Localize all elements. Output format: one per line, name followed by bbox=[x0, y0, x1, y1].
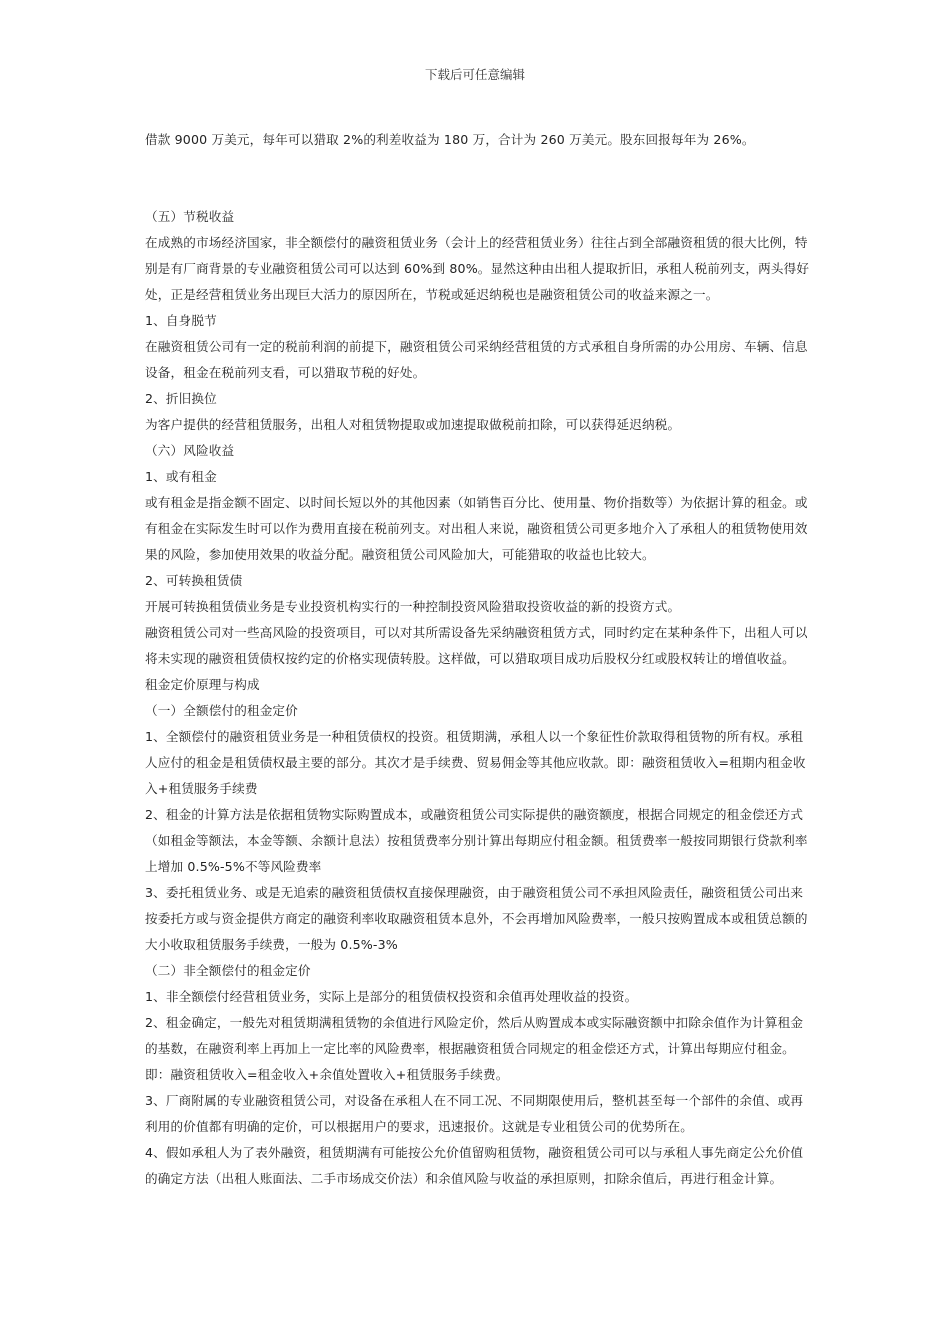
paragraph: 3、厂商附属的专业融资租赁公司，对设备在承租人在不同工况、不同期限使用后，整机甚至每一个部件的余值、或再利用的价值都有明确的定价，可以根据用户的要求，迅速报价。这就是专业租赁公司的优势所在。 bbox=[145, 1093, 804, 1134]
paragraph: 或有租金是指金额不固定、以时间长短以外的其他因素（如销售百分比、使用量、物价指数等）为依据计算的租金。或有租金在实际发生时可以作为费用直接在税前列支。对出租人来说，融资租赁公司更多地介入了承租人的租赁物使用效果的风险，参加使用效果的收益分配。融资租赁公司风险加大，可能猎取的收益也比较大。 bbox=[145, 495, 808, 562]
subheading: 1、自身脱节 bbox=[145, 313, 217, 328]
paragraph: 在成熟的市场经济国家，非全额偿付的融资租赁业务（会计上的经营租赁业务）往往占到全部融资租赁的很大比例，特别是有厂商背景的专业融资租赁公司可以达到 60%到 80%。显然这种由出租人提取折旧，承租人税前列支，两头得好处，正是经营租赁业务出现巨大活力的原因所在，节税或延迟纳税也是融资租赁公司的收益来源之一。 bbox=[145, 235, 810, 302]
subheading: 2、可转换租赁债 bbox=[145, 573, 243, 588]
section-gap bbox=[145, 153, 813, 204]
section-heading-risk-income: （六）风险收益 bbox=[145, 443, 235, 458]
section-heading-rent-pricing: 租金定价原理与构成 bbox=[145, 677, 260, 692]
subheading: 1、或有租金 bbox=[145, 469, 217, 484]
paragraph: 2、租金确定，一般先对租赁期满租赁物的余值进行风险定价，然后从购置成本或实际融资额中扣除余值作为计算租金的基数，在融资利率上再加上一定比率的风险费率，根据融资租赁合同规定的租金偿还方式，计算出每期应付租金。即：融资租赁收入=租金收入+余值处置收入+租赁服务手续费。 bbox=[145, 1015, 804, 1082]
subheading: （一）全额偿付的租金定价 bbox=[145, 703, 298, 718]
paragraph: 在融资租赁公司有一定的税前利润的前提下，融资租赁公司采纳经营租赁的方式承租自身所需的办公用房、车辆、信息设备，租金在税前列支看，可以猎取节税的好处。 bbox=[145, 339, 808, 380]
paragraph: 1、非全额偿付经营租赁业务，实际上是部分的租赁债权投资和余值再处理收益的投资。 bbox=[145, 989, 638, 1004]
page-header: 下载后可任意编辑 bbox=[424, 67, 525, 82]
paragraph: 1、全额偿付的融资租赁业务是一种租赁债权的投资。租赁期满，承租人以一个象征性价款取得租赁物的所有权。承租人应付的租金是租赁债权最主要的部分。其次才是手续费、贸易佣金等其他应收款。即：融资租赁收入=租期内租金收入+租赁服务手续费 bbox=[145, 729, 806, 796]
paragraph: 3、委托租赁业务、或是无追索的融资租赁债权直接保理融资，由于融资租赁公司不承担风险责任，融资租赁公司出来按委托方或与资金提供方商定的融资利率收取融资租赁本息外，不会再增加风险费率，一般只按购置成本或租赁总额的大小收取租赁服务手续费，一般为 0.5%-3% bbox=[145, 885, 808, 952]
document-body bbox=[145, 127, 813, 1192]
paragraph: 为客户提供的经营租赁服务，出租人对租赁物提取或加速提取做税前扣除，可以获得延迟纳税。 bbox=[145, 417, 681, 432]
subheading: 2、折旧换位 bbox=[145, 391, 217, 406]
paragraph: 4、假如承租人为了表外融资，租赁期满有可能按公允价值留购租赁物，融资租赁公司可以与承租人事先商定公允价值的确定方法（出租人账面法、二手市场成交价法）和余值风险与收益的承担原则，扣除余值后，再进行租金计算。 bbox=[145, 1145, 804, 1186]
paragraph: 开展可转换租赁债业务是专业投资机构实行的一种控制投资风险猎取投资收益的新的投资方式。 bbox=[145, 599, 681, 614]
intro-paragraph: 借款 9000 万美元，每年可以猎取 2%的利差收益为 180 万，合计为 260 万美元。股东回报每年为 26%。 bbox=[145, 132, 755, 147]
paragraph: 2、租金的计算方法是依据租赁物实际购置成本，或融资租赁公司实际提供的融资额度，根据合同规定的租金偿还方式（如租金等额法，本金等额、余额计息法）按租赁费率分别计算出每期应付租金额。租赁费率一般按同期银行贷款利率上增加 0.5%-5%不等风险费率 bbox=[145, 807, 808, 874]
paragraph: 融资租赁公司对一些高风险的投资项目，可以对其所需设备先采纳融资租赁方式，同时约定在某种条件下，出租人可以将未实现的融资租赁债权按约定的价格实现债转股。这样做，可以猎取项目成功后股权分红或股权转让的增值收益。 bbox=[145, 625, 808, 666]
section-heading-tax-saving: （五）节税收益 bbox=[145, 209, 235, 224]
subheading: （二）非全额偿付的租金定价 bbox=[145, 963, 311, 978]
